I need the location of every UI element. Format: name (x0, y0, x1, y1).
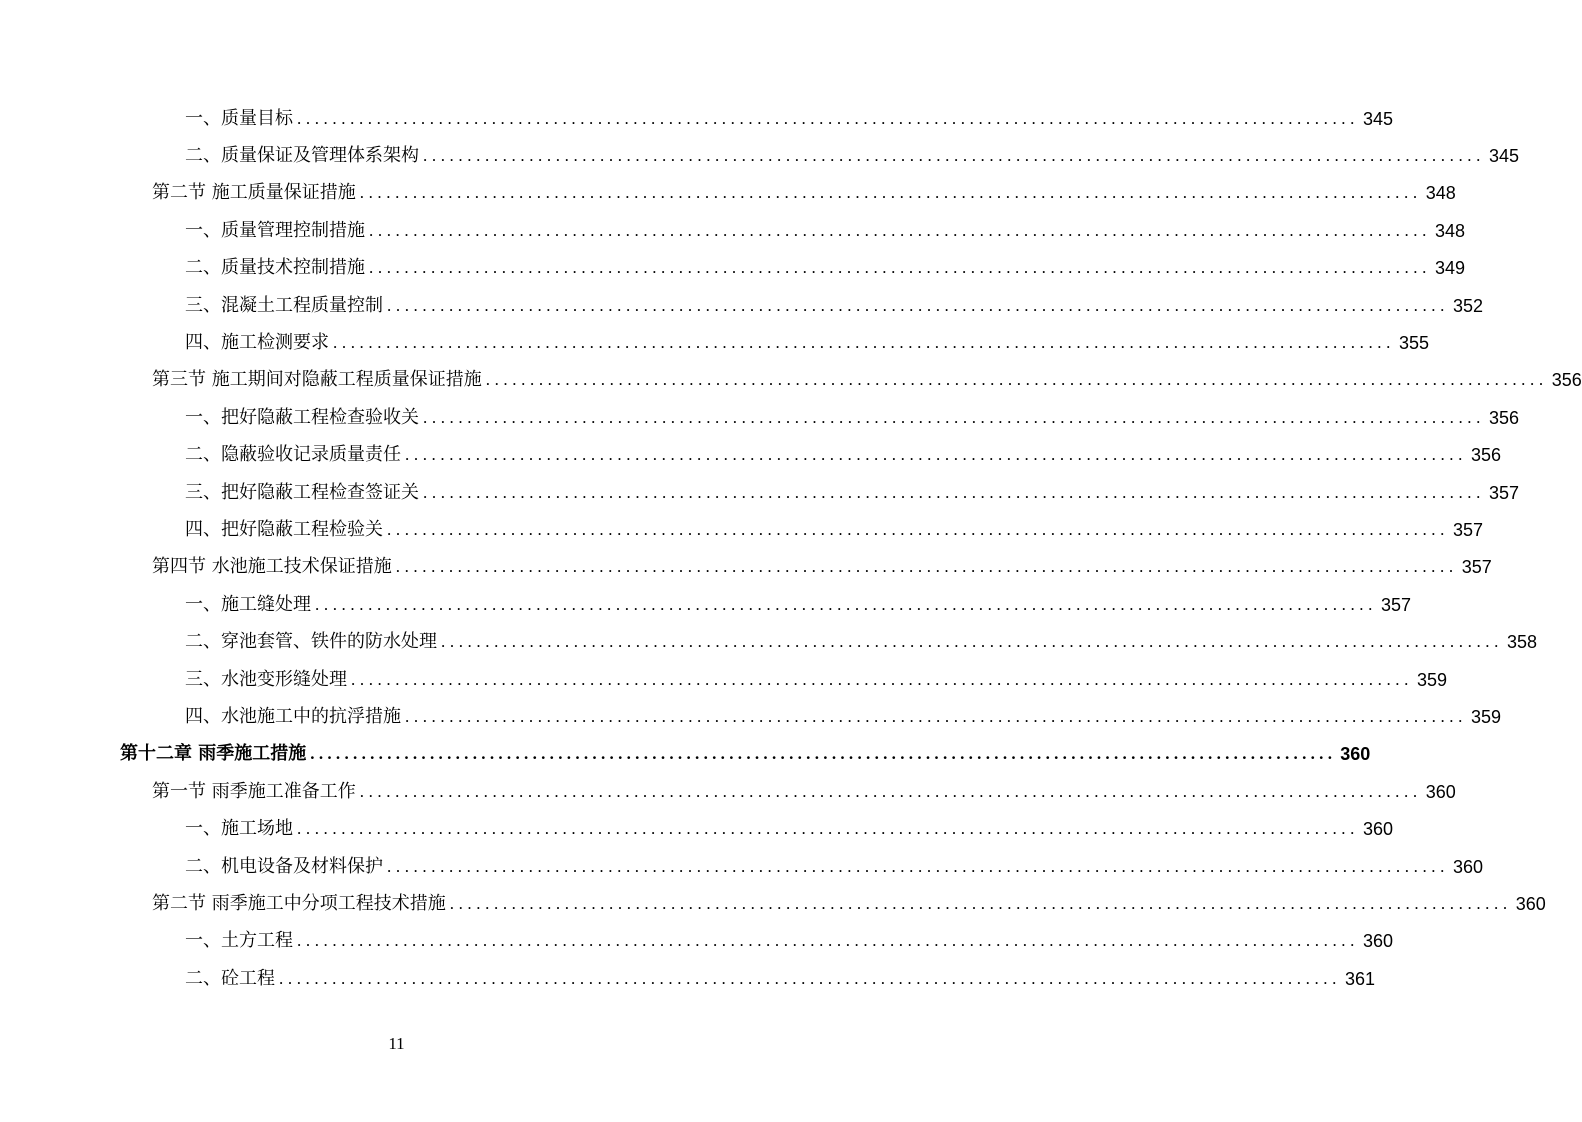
toc-entry-page-number: 360 (1453, 856, 1484, 877)
toc-entry-item[interactable] (0, 399, 1520, 436)
toc-entry-page-number: 356 (1471, 445, 1502, 466)
toc-entry-item[interactable] (0, 923, 1394, 960)
dot-leader: ........................................................................................................................ (297, 819, 1359, 839)
toc-entry-page-number: 359 (1417, 669, 1448, 690)
toc-entry-page-number: 355 (1399, 333, 1430, 354)
dot-leader: ........................................................................................................................ (369, 220, 1431, 240)
toc-entry-item[interactable] (0, 960, 1376, 997)
dot-leader: ........................................................................................................................ (359, 781, 1422, 801)
toc-entry-item[interactable] (0, 848, 1484, 885)
dot-leader: ........................................................................................................................ (279, 968, 1341, 988)
toc-entry-page-number: 357 (1453, 519, 1484, 540)
toc-entry-title: 第三节 施工期间对隐蔽工程质量保证措施 (152, 369, 482, 391)
toc-entry-page-number: 348 (1425, 183, 1456, 204)
toc-entry-title: 三、混凝土工程质量控制 (185, 294, 383, 316)
toc-entry-title: 二、质量保证及管理体系架构 (185, 145, 419, 167)
toc-entry-title: 一、土方工程 (185, 930, 293, 952)
toc-entry-page-number: 345 (1363, 108, 1394, 129)
dot-leader: ........................................................................................................................ (297, 108, 1359, 128)
toc-entry-page-number: 357 (1489, 482, 1520, 503)
toc-entry-title: 二、穿池套管、铁件的防水处理 (185, 631, 437, 653)
toc-entry-page-number: 360 (1515, 893, 1546, 914)
toc-entry-page-number: 360 (1363, 931, 1394, 952)
dot-leader: ........................................................................................................................ (359, 183, 1422, 203)
toc-entry-page-number: 348 (1435, 220, 1466, 241)
dot-leader: ........................................................................................................................ (387, 856, 1449, 876)
toc-entry-section[interactable] (0, 885, 1546, 922)
dot-leader: ........................................................................................................................ (315, 594, 1377, 614)
toc-entry-item[interactable] (0, 586, 1412, 623)
toc-entry-page-number: 359 (1471, 706, 1502, 727)
toc-entry-section[interactable] (0, 175, 1456, 212)
dot-leader: ........................................................................................................................ (369, 258, 1431, 278)
toc-entry-item[interactable] (0, 324, 1430, 361)
toc-entry-title: 第一节 雨季施工准备工作 (152, 780, 356, 802)
dot-leader: ........................................................................................................................ (423, 407, 1485, 427)
toc-entry-title: 第二节 雨季施工中分项工程技术措施 (152, 892, 446, 914)
toc-entry-page-number: 360 (1363, 819, 1394, 840)
toc-entry-item[interactable] (0, 810, 1394, 847)
toc-entry-page-number: 352 (1453, 295, 1484, 316)
table-of-contents (0, 100, 1582, 997)
toc-entry-title: 一、施工场地 (185, 818, 293, 840)
toc-entry-title: 二、质量技术控制措施 (185, 257, 365, 279)
dot-leader: ........................................................................................................................ (441, 632, 1503, 652)
toc-entry-item[interactable] (0, 698, 1502, 735)
toc-entry-title: 二、机电设备及材料保护 (185, 855, 383, 877)
toc-entry-section[interactable] (0, 549, 1492, 586)
dot-leader: ........................................................................................................................ (395, 557, 1458, 577)
toc-entry-title: 三、水池变形缝处理 (185, 668, 347, 690)
toc-entry-title: 二、隐蔽验收记录质量责任 (185, 444, 401, 466)
toc-entry-title: 四、施工检测要求 (185, 332, 329, 354)
toc-entry-item[interactable] (0, 437, 1502, 474)
dot-leader: ........................................................................................................................ (387, 519, 1449, 539)
toc-entry-title: 三、把好隐蔽工程检查签证关 (185, 481, 419, 503)
toc-entry-title: 二、砼工程 (185, 967, 275, 989)
toc-entry-title: 第十二章 雨季施工措施 (120, 743, 307, 765)
toc-entry-item[interactable] (0, 511, 1484, 548)
toc-entry-title: 四、把好隐蔽工程检验关 (185, 518, 383, 540)
toc-entry-page-number: 345 (1489, 146, 1520, 167)
toc-entry-section[interactable] (0, 362, 1582, 399)
toc-entry-item[interactable] (0, 661, 1448, 698)
toc-entry-page-number: 356 (1489, 407, 1520, 428)
toc-entry-title: 第二节 施工质量保证措施 (152, 182, 356, 204)
toc-entry-page-number: 360 (1340, 744, 1371, 765)
page-number: 11 (388, 1034, 405, 1053)
dot-leader: ........................................................................................................................ (405, 706, 1467, 726)
toc-entry-page-number: 356 (1551, 370, 1582, 391)
toc-entry-title: 四、水池施工中的抗浮措施 (185, 705, 401, 727)
toc-entry-item[interactable] (0, 212, 1466, 249)
toc-entry-title: 一、施工缝处理 (185, 593, 311, 615)
toc-entry-item[interactable] (0, 474, 1520, 511)
toc-entry-item[interactable] (0, 137, 1520, 174)
toc-entry-title: 一、质量管理控制措施 (185, 219, 365, 241)
toc-entry-item[interactable] (0, 250, 1466, 287)
dot-leader: ........................................................................................................................ (449, 893, 1512, 913)
toc-entry-item[interactable] (0, 623, 1538, 660)
toc-entry-title: 第四节 水池施工技术保证措施 (152, 556, 392, 578)
dot-leader: ........................................................................................................................ (405, 445, 1467, 465)
toc-entry-chapter[interactable] (0, 736, 1371, 773)
toc-entry-title: 一、把好隐蔽工程检查验收关 (185, 406, 419, 428)
toc-entry-title: 一、质量目标 (185, 107, 293, 129)
dot-leader: ........................................................................................................................ (485, 370, 1548, 390)
toc-entry-page-number: 357 (1461, 557, 1492, 578)
dot-leader: ........................................................................................................................ (423, 482, 1485, 502)
dot-leader: ........................................................................................................................ (333, 333, 1395, 353)
toc-entry-section[interactable] (0, 773, 1456, 810)
toc-entry-item[interactable] (0, 100, 1394, 137)
dot-leader: ........................................................................................................................ (351, 669, 1413, 689)
toc-entry-item[interactable] (0, 287, 1484, 324)
dot-leader: ........................................................................................................................ (297, 931, 1359, 951)
toc-entry-page-number: 361 (1345, 968, 1376, 989)
dot-leader: ........................................................................................................................ (310, 744, 1337, 764)
toc-entry-page-number: 357 (1381, 594, 1412, 615)
toc-entry-page-number: 360 (1425, 781, 1456, 802)
dot-leader: ........................................................................................................................ (423, 146, 1485, 166)
toc-entry-page-number: 349 (1435, 258, 1466, 279)
dot-leader: ........................................................................................................................ (387, 295, 1449, 315)
toc-entry-page-number: 358 (1507, 632, 1538, 653)
